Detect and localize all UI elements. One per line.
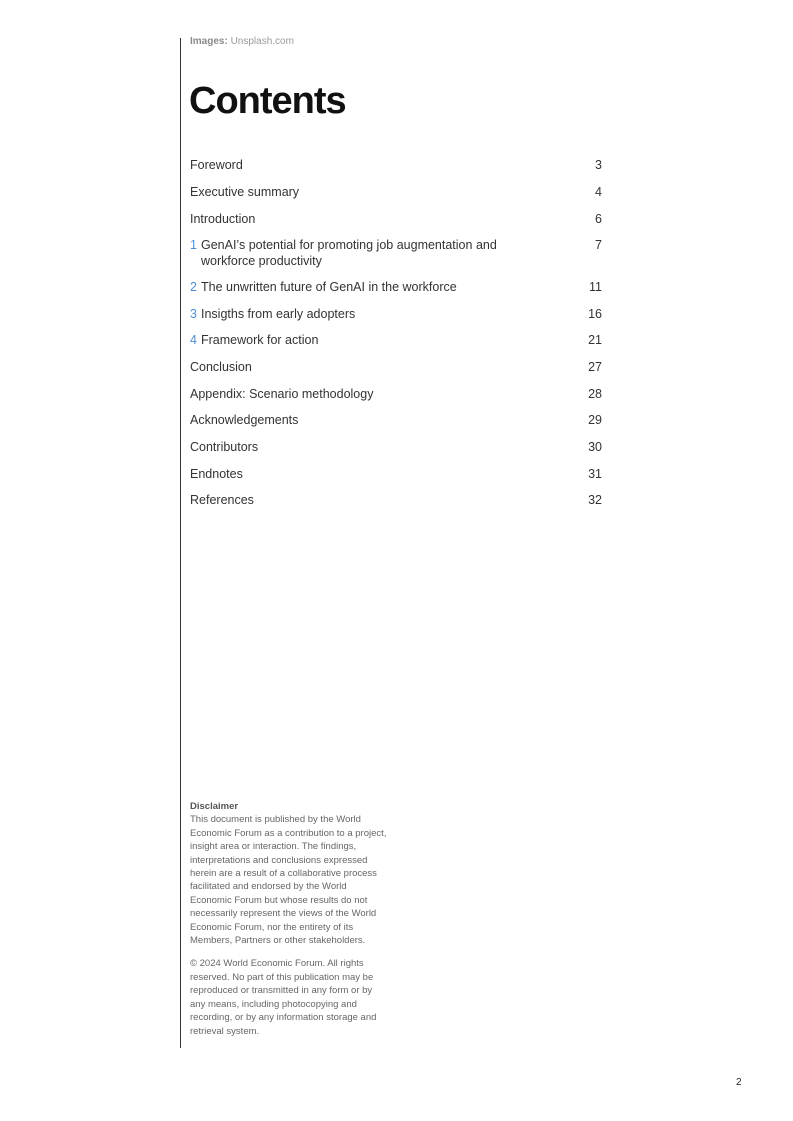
toc-entry-label: Framework for action	[201, 333, 319, 347]
toc-entry-page: 11	[589, 280, 602, 294]
image-credit-source: Unsplash.com	[230, 36, 294, 47]
toc-entry-label: Endnotes	[190, 467, 243, 481]
image-credit	[190, 35, 294, 48]
toc-entry[interactable]	[190, 306, 603, 322]
toc-entry[interactable]	[190, 237, 603, 269]
toc-entry[interactable]	[190, 386, 603, 402]
toc-entry-page: 3	[595, 158, 602, 172]
page-title: Contents	[189, 80, 346, 122]
disclaimer	[190, 800, 390, 1038]
toc-entry-page: 27	[588, 360, 602, 374]
toc-entry-label: The unwritten future of GenAI in the workforce	[201, 280, 457, 294]
disclaimer-body: This document is published by the World Economic Forum as a contribution to a project, insight area or interaction. The findings, interpretations and conclusions expressed herein are a result of a collaborative process facilitated and endorsed by the World Economic Forum but whose results do not necessarily represent the views of the World Economic Forum, nor the entirety of its Members, Partners or other stakeholders.	[190, 814, 387, 947]
toc-entry[interactable]	[190, 359, 603, 375]
toc-entry-label: Insigths from early adopters	[201, 307, 356, 321]
toc-entry-label: Contributors	[190, 440, 259, 454]
toc-entry[interactable]	[190, 439, 603, 455]
toc-entry-page: 21	[588, 333, 602, 347]
page-number: 2	[736, 1077, 742, 1088]
toc-entry-page: 6	[595, 212, 602, 226]
toc-entry[interactable]	[190, 412, 603, 428]
toc-entry[interactable]	[190, 279, 603, 295]
toc-entry-page: 28	[588, 387, 602, 401]
left-margin-rule	[180, 38, 181, 1048]
toc-entry-number: 2	[190, 280, 197, 294]
toc-entry-label: GenAI’s potential for promoting job augmentation and workforce productivity	[201, 238, 497, 268]
toc-entry-label: Appendix: Scenario methodology	[190, 387, 374, 401]
toc-entry-page: 16	[588, 307, 602, 321]
toc-entry-label: Conclusion	[190, 360, 252, 374]
toc-entry[interactable]	[190, 332, 603, 348]
toc-entry-page: 32	[588, 493, 602, 507]
toc-entry[interactable]	[190, 211, 603, 227]
image-credit-label: Images:	[190, 36, 228, 47]
toc-entry-label: References	[190, 493, 254, 507]
toc-entry[interactable]	[190, 492, 603, 508]
toc-entry-number: 3	[190, 307, 197, 321]
toc-entry-page: 31	[588, 467, 602, 481]
disclaimer-heading: Disclaimer	[190, 801, 239, 812]
toc-entry[interactable]	[190, 157, 603, 173]
toc-entry[interactable]	[190, 466, 603, 482]
toc-entry-number: 1	[190, 238, 197, 252]
toc-entry-label: Executive summary	[190, 185, 300, 199]
toc-entry-page: 7	[595, 238, 602, 252]
toc-entry-page: 4	[595, 185, 602, 199]
toc-entry[interactable]	[190, 184, 603, 200]
toc-entry-label: Introduction	[190, 212, 256, 226]
copyright-notice: © 2024 World Economic Forum. All rights reserved. No part of this publication may be reproduced or transmitted in any form or by any means, including photocopying and recording, or by any information storage and retrieval system.	[190, 958, 377, 1037]
toc-entry-label: Foreword	[190, 158, 243, 172]
toc-entry-page: 29	[588, 413, 602, 427]
toc-entry-number: 4	[190, 333, 197, 347]
toc-entry-page: 30	[588, 440, 602, 454]
toc-entry-label: Acknowledgements	[190, 413, 299, 427]
